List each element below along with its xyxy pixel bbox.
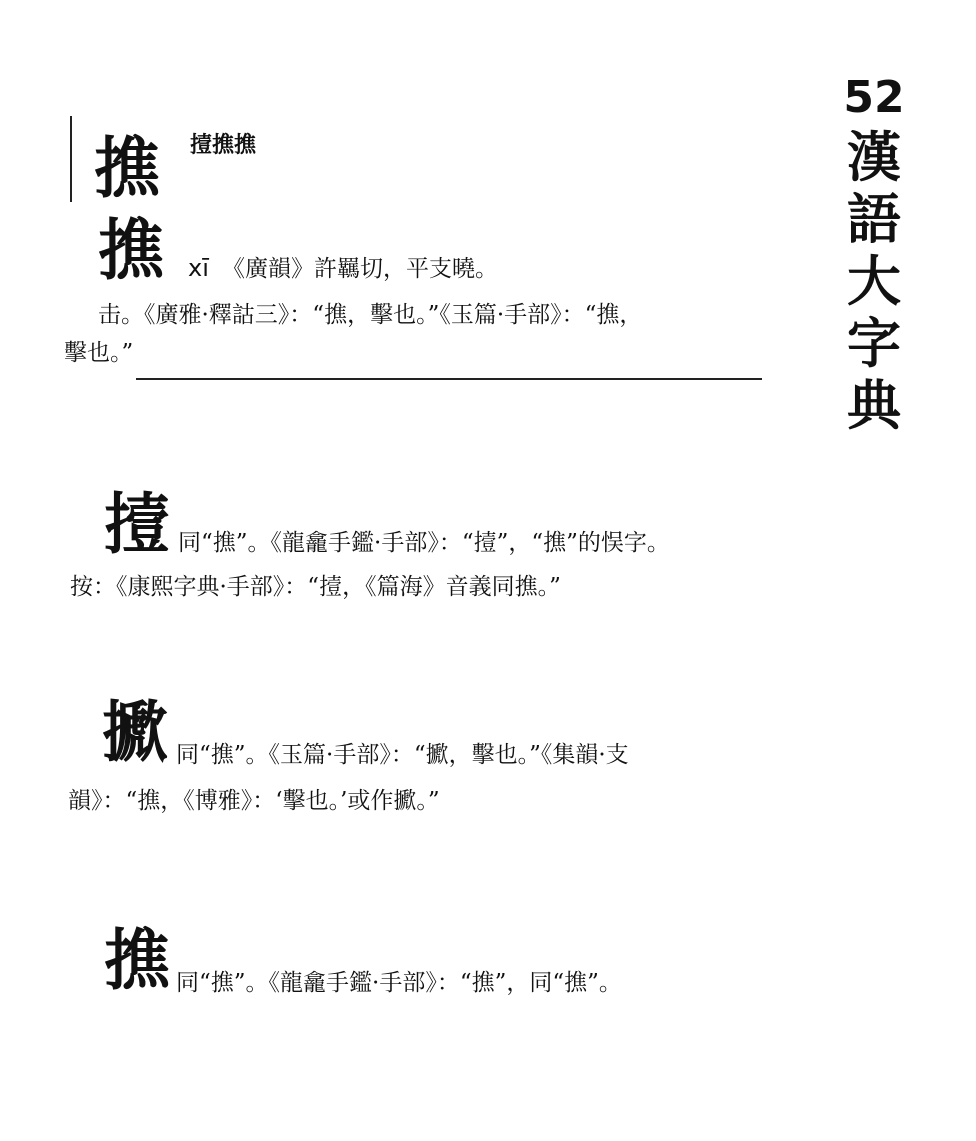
headword: 撨 xyxy=(94,129,160,207)
book-title-char: 語 xyxy=(847,187,901,251)
book-title-char: 字 xyxy=(847,311,901,375)
margin-bar xyxy=(70,116,72,202)
page-number: 52 xyxy=(843,72,905,123)
entry-line: 韻》：“撨，《博雅》：‘擊也。’或作擨。” xyxy=(68,788,440,814)
pronunciation: xī xyxy=(188,254,209,282)
entry-first-line: 同“撨”。《玉篇·手部》：“擨，擊也。”《集韻·支 xyxy=(176,742,629,768)
variant-forms: 撎撨撨 xyxy=(190,132,257,158)
running-heading xyxy=(842,70,906,436)
entry-first-line xyxy=(188,254,498,284)
entry-first-line: 同“撨”。《龍龕手鑑·手部》：“撨”，同“撨”。 xyxy=(176,970,622,996)
book-title-char: 大 xyxy=(847,249,901,313)
entry-text: 《廣韻》許羈切，平支曉。 xyxy=(221,256,498,282)
entry-line: 擊也。” xyxy=(64,340,134,366)
book-title-char: 漢 xyxy=(847,125,901,189)
entry-line: 按：《康熙字典·手部》：“撎，《篇海》音義同撨。” xyxy=(70,574,561,600)
divider-rule xyxy=(136,378,762,380)
headword: 撨 xyxy=(104,921,170,999)
headword: 擨 xyxy=(102,693,168,771)
headword: 撎 xyxy=(104,485,170,563)
headword: 撨 xyxy=(98,211,164,289)
book-title-char: 典 xyxy=(847,373,901,437)
entry-first-line: 同“撨”。《龍龕手鑑·手部》：“撎”，“撨”的悮字。 xyxy=(178,530,670,556)
entry-line: 击。《廣雅·釋詁三》：“撨，擊也。”《玉篇·手部》：“撨， xyxy=(98,302,643,328)
